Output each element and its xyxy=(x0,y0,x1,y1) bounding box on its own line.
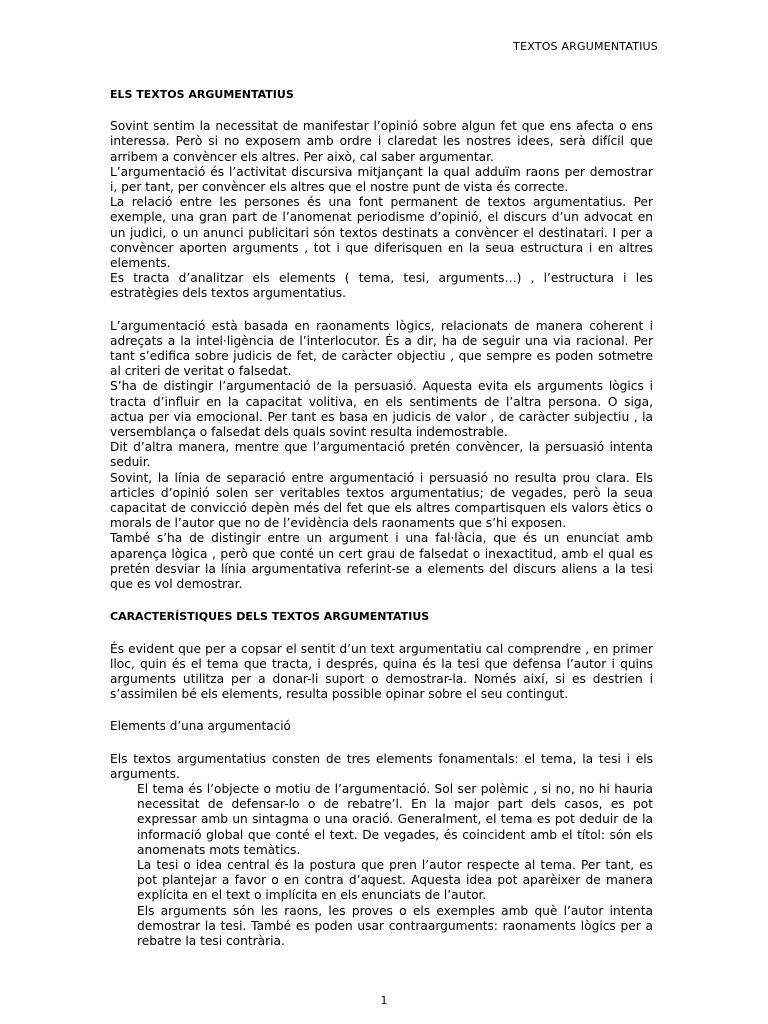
intro-section xyxy=(110,119,653,301)
argumentation-section xyxy=(110,319,653,593)
paragraph: També s’ha de distingir entre un argument i una fal·làcia, que és un enunciat amb aparença lògica , però que conté un cert grau de falsedat o inexactitud, amb el qual es pretén desviar la línia argumentativa referint-se a elements del discurs aliens a la tesi que es vol demostrar. xyxy=(110,531,653,592)
paragraph: Els textos argumentatius consten de tres elements fonamentals: el tema, la tesi i els arguments. xyxy=(110,751,653,781)
section-title-caracteristiques: CARACTERÍSTIQUES DELS TEXTOS ARGUMENTATIUS xyxy=(110,610,430,624)
list-item: Els arguments són les raons, les proves o els exemples amb què l’autor intenta demostrar la tesi. També es poden usar contraarguments: raonaments lògics per a rebatre la tesi contrària. xyxy=(137,903,653,948)
document-body xyxy=(110,87,653,949)
paragraph: L’argumentació està basada en raonaments lògics, relacionats de manera coherent i adreçats a la intel·ligència de l’interlocutor. És a dir, ha de seguir una via racional. Per tant s’edifica sobre judicis de fet, de caràcter objectiu , que sempre es poden sotmetre al criteri de veritat o falsedat. xyxy=(110,318,653,379)
paragraph: Es tracta d’analitzar els elements ( tema, tesi, arguments…) , l’estructura i les estratègies dels textos argumentatius. xyxy=(110,271,653,301)
paragraph: Sovint, la línia de separació entre argumentació i persuasió no resulta prou clara. Els articles d’opinió solen ser veritables textos argumentatius; de vegades, però la seua capacitat de convicció depèn més del fet que els altres compartisquen els valors ètics o morals de l’autor que no de l’evidència dels raonaments que s’hi exposen. xyxy=(110,470,653,531)
paragraph: És evident que per a copsar el sentit d’un text argumentatiu cal comprendre , en primer lloc, quin és el tema que tracta, i després, quina és la tesi que defensa l’autor i quins arguments utilitza per a donar-li suport o demostrar-la. Només així, si es destrien i s’assimilen bé els elements, resulta possible opinar sobre el seu contingut. xyxy=(110,641,653,702)
list-item: El tema és l’objecte o motiu de l’argumentació. Sol ser polèmic , si no, no hi hauria necessitat de defensar-lo o de rebatre’l. En la major part dels casos, es pot expressar amb un sintagma o una oració. Generalment, el tema es pot deduir de la informació global que conté el text. De vegades, és coincident amb el títol: són els anomenats mots temàtics. xyxy=(137,781,653,857)
paragraph: La relació entre les persones és una font permanent de textos argumentatius. Per exemple, una gran part de l’anomenat periodisme d’opinió, el discurs d’un advocat en un judici, o un anunci publicitari són textos destinats a convèncer el destinatari. I per a convèncer aporten arguments , tot i que diferisquen en la seua estructura i en altres elements. xyxy=(110,195,653,271)
section-title-textos-argumentatius: ELS TEXTOS ARGUMENTATIUS xyxy=(110,88,294,101)
paragraph: S’ha de distingir l’argumentació de la persuasió. Aquesta evita els arguments lògics i tracta d’influir en la capacitat volitiva, en els sentiments de l’altra persona. O siga, actua per via emocional. Per tant es basa en judicis de valor , de caràcter subjectiu , la versemblança o falsedat dels quals sovint resulta indemostrable. xyxy=(110,379,653,440)
list-item: La tesi o idea central és la postura que pren l’autor respecte al tema. Per tant, es pot plantejar a favor o en contra d’aquest. Aquesta idea pot aparèixer de manera explícita en el text o implícita en els enunciats de l’autor. xyxy=(137,857,653,903)
subsection-title-elements: Elements d’una argumentació xyxy=(110,719,291,734)
paragraph: Dit d’altra manera, mentre que l’argumentació pretén convèncer, la persuasió intenta seduir. xyxy=(110,440,653,470)
page-number: 1 xyxy=(380,994,388,1007)
running-header: TEXTOS ARGUMENTATIUS xyxy=(513,40,658,53)
elements-list xyxy=(110,782,653,949)
paragraph: Sovint sentim la necessitat de manifestar l’opinió sobre algun fet que ens afecta o ens interessa. Però si no exposem amb ordre i claredat les nostres idees, serà difícil que arribem a convèncer els altres. Per això, cal saber argumentar. xyxy=(110,119,653,164)
paragraph: L’argumentació és l’activitat discursiva mitjançant la qual adduïm raons per demostrar i, per tant, per convèncer els altres que el nostre punt de vista és correcte. xyxy=(110,164,653,195)
